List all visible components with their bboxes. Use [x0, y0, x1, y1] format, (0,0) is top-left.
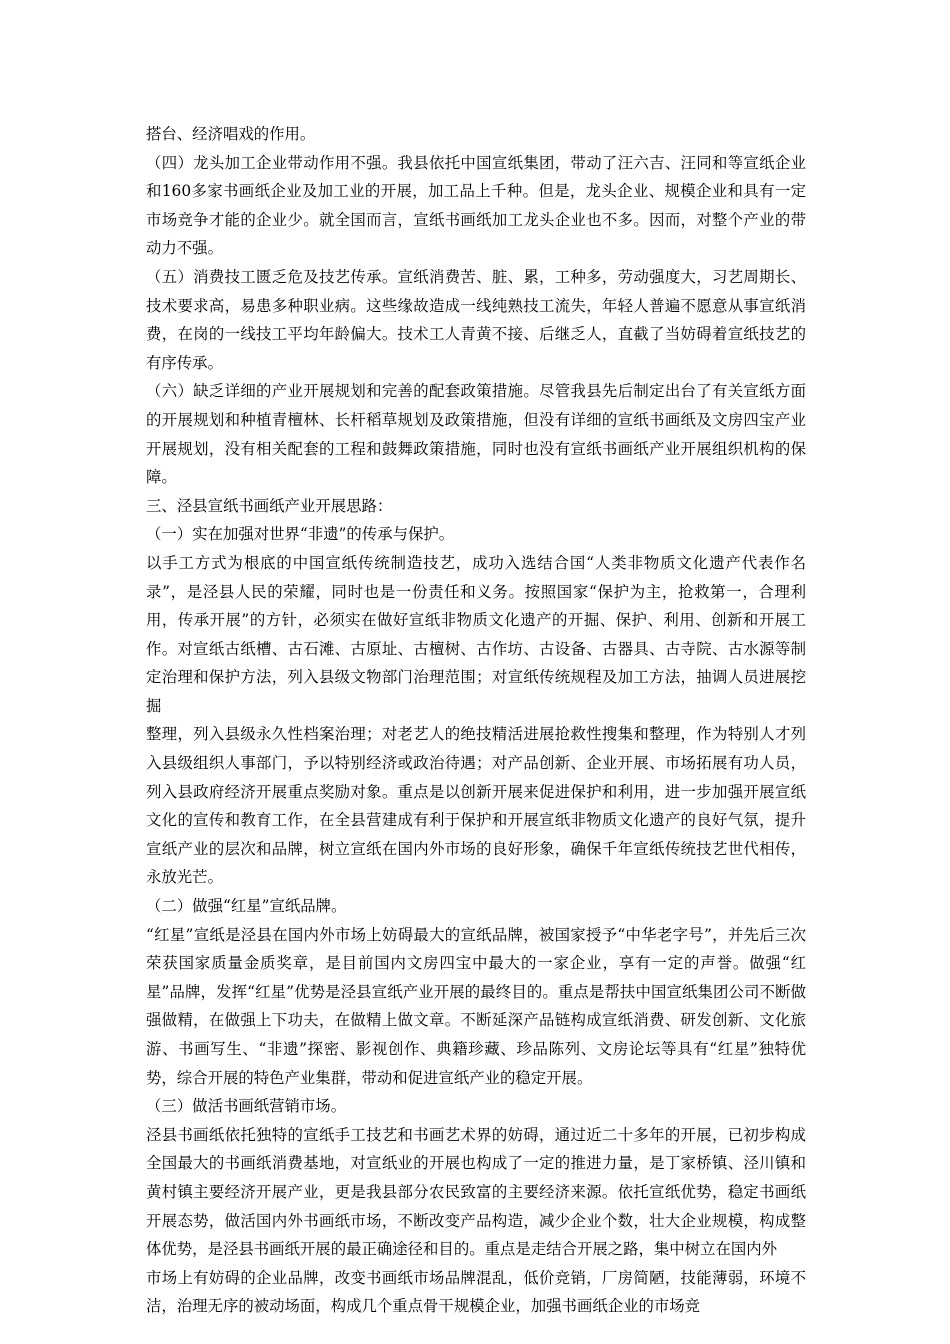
paragraph-continuation-top: 搭台、经济唱戏的作用。	[146, 125, 316, 143]
paragraph-painting-paper-market: 泾县书画纸依托独特的宣纸手工技艺和书画艺术界的妨碍，通过近二十多年的开展，已初步构成全国最大的书画纸消费基地，对宣纸业的开展也构成了一定的推进力量，是丁家桥镇、泾川镇和黄村镇主要经济开展产业，更是我县部分农民致富的主要经济来源。依托宣纸优势，稳定书画纸开展态势，做活国内外书画纸市场，不断改变产品构造，减少企业个数，壮大企业规模，构成整体优势，是泾县书画纸开展的最正确途径和目的。重点是走结合开展之路，集中树立在国内外	[146, 1125, 806, 1259]
subheading-heritage-protection: （一）实在加强对世界“非遗”的传承与保护。	[146, 525, 455, 544]
paragraph-market-continued: 市场上有妨碍的企业品牌，改变书画纸市场品牌混乱，低价竞销，厂房简陋，技能薄弱，环境不洁，治理无序的被动场面，构成几个重点骨干规模企业，加强书画纸企业的市场竞	[146, 1268, 806, 1316]
paragraph-skilled-workers: （五）消费技工匮乏危及技艺传承。宣纸消费苦、脏、累，工种多，劳动强度大，习艺周期长、技术要求高，易患多种职业病。这些缘故造成一线纯熟技工流失，年轻人普遍不愿意从事宣纸消费，在岗的一线技工平均年龄偏大。技术工人青黄不接、后继乏人，直截了当妨碍着宣纸技艺的有序传承。	[146, 267, 806, 372]
paragraph-heritage-continued: 整理，列入县级永久性档案治理；对老艺人的绝技精活进展抢救性搜集和整理，作为特别人才列入县级组织人事部门，予以特别经济或政治待遇；对产品创新、企业开展、市场拓展有功人员，列入县政府经济开展重点奖励对象。重点是以创新开展来促进保护和利用，进一步加强开展宣纸文化的宣传和教育工作，在全县营建成有利于保护和开展宣纸非物质文化遗产的良好气氛，提升宣纸产业的层次和品牌，树立宣纸在国内外市场的良好形象，确保千年宣纸传统技艺世代相传，永放光芒。	[146, 725, 806, 887]
paragraph-heritage-protection: 以手工方式为根底的中国宣纸传统制造技艺，成功入选结合国“人类非物质文化遗产代表作名录”，是泾县人民的荣耀，同时也是一份责任和义务。按照国家“保护为主，抢救第一，合理利用，传承开展”的方针，必须实在做好宣纸非物质文化遗产的开掘、保护、利用、创新和开展工作。对宣纸古纸槽、古石滩、古原址、古檀树、古作坊、古设备、古器具、古寺院、古水源等制定治理和保护方法，列入县级文物部门治理范围；对宣纸传统规程及加工方法，抽调人员进展挖掘	[146, 553, 806, 715]
paragraph-leading-enterprises: （四）龙头加工企业带动作用不强。我县依托中国宣纸集团，带动了汪六吉、汪同和等宣纸企业和160多家书画纸企业及加工业的开展，加工品上千种。但是，龙头企业、规模企业和具有一定市场竞争才能的企业少。就全国而言，宣纸书画纸加工龙头企业也不多。因而，对整个产业的带动力不强。	[146, 153, 806, 258]
paragraph-policy-planning: （六）缺乏详细的产业开展规划和完善的配套政策措施。尽管我县先后制定出台了有关宣纸方面的开展规划和种植青檀林、长杆稻草规划及政策措施，但没有详细的宣纸书画纸及文房四宝产业开展规划，没有相关配套的工程和鼓舞政策措施，同时也没有宣纸书画纸产业开展组织机构的保障。	[146, 382, 806, 487]
subheading-painting-paper-market: （三）做活书画纸营销市场。	[146, 1097, 347, 1116]
document-page	[146, 120, 806, 1321]
section-heading-development-ideas: 三、泾县宣纸书画纸产业开展思路：	[146, 496, 393, 515]
paragraph-red-star-brand: “红星”宣纸是泾县在国内外市场上妨碍最大的宣纸品牌，被国家授予“中华老字号”，并先后三次荣获国家质量金质奖章，是目前国内文房四宝中最大的一家企业，享有一定的声誉。做强“红星”品牌，发挥“红星”优势是泾县宣纸产业开展的最终目的。重点是帮扶中国宣纸集团公司不断做强做精，在做强上下功夫，在做精上做文章。不断延深产品链构成宣纸消费、研发创新、文化旅游、书画写生、“非遗”探密、影视创作、典籍珍藏、珍品陈列、文房论坛等具有“红星”独特优势，综合开展的特色产业集群，带动和促进宣纸产业的稳定开展。	[146, 925, 806, 1087]
subheading-red-star-brand: （二）做强“红星”宣纸品牌。	[146, 897, 347, 916]
